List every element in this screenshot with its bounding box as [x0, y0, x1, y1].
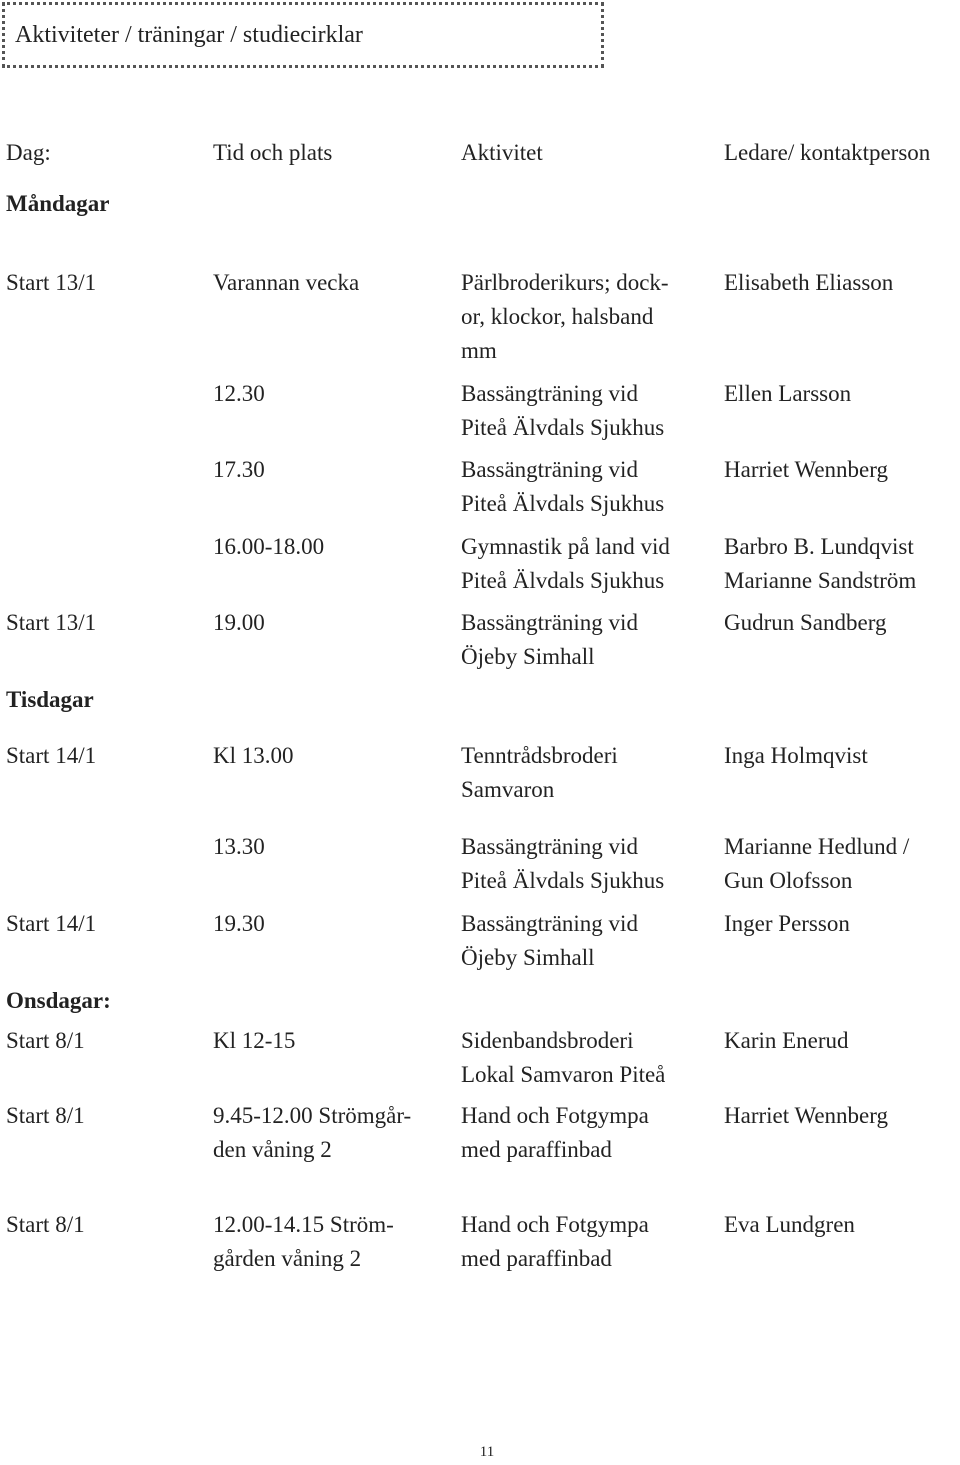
- row-leader: Harriet Wennberg: [724, 457, 888, 482]
- row-time: 9.45-12.00 Strömgår- den våning 2: [213, 1103, 412, 1162]
- row-activity: Hand och Fotgympa med paraffinbad: [461, 1103, 649, 1162]
- page-number: 11: [479, 1444, 495, 1460]
- row-start: Start 8/1: [6, 1028, 85, 1053]
- header-leader: Ledare/ kontaktperson: [724, 140, 931, 165]
- row-activity: Tenntrådsbroderi Samvaron: [461, 743, 618, 802]
- row-leader: Ellen Larsson: [724, 381, 852, 406]
- row-leader: Harriet Wennberg: [724, 1103, 888, 1128]
- row-time: 12.30: [213, 381, 265, 406]
- page-title: Aktiviteter / träningar / studiecirklar: [2, 2, 604, 68]
- row-leader: Eva Lundgren: [724, 1212, 855, 1237]
- row-activity: Sidenbandsbroderi Lokal Samvaron Piteå: [461, 1028, 666, 1087]
- row-time: 13.30: [213, 834, 265, 859]
- row-time: 19.30: [213, 911, 265, 936]
- header-time-place: Tid och plats: [213, 140, 333, 165]
- row-leader: Marianne Hedlund / Gun Olofsson: [724, 834, 910, 893]
- row-time: 12.00-14.15 Ström- gården våning 2: [213, 1212, 394, 1271]
- row-activity: Bassängträning vid Piteå Älvdals Sjukhus: [461, 834, 665, 893]
- row-leader: Inga Holmqvist: [724, 743, 868, 768]
- row-start: Start 13/1: [6, 270, 97, 295]
- row-activity: Bassängträning vid Piteå Älvdals Sjukhus: [461, 381, 665, 440]
- header-activity: Aktivitet: [461, 140, 543, 165]
- row-activity: Pärlbroderikurs; dock- or, klockor, halsband mm: [461, 270, 669, 363]
- row-time: 19.00: [213, 610, 265, 635]
- row-start: Start 8/1: [6, 1103, 85, 1128]
- row-leader: Elisabeth Eliasson: [724, 270, 894, 295]
- row-activity: Bassängträning vid Öjeby Simhall: [461, 610, 638, 669]
- row-start: Start 14/1: [6, 743, 97, 768]
- day-heading-tuesday: Tisdagar: [6, 687, 94, 712]
- row-time: Varannan vecka: [213, 270, 360, 295]
- row-start: Start 8/1: [6, 1212, 85, 1237]
- row-activity: Bassängträning vid Piteå Älvdals Sjukhus: [461, 457, 665, 516]
- row-time: Kl 12-15: [213, 1028, 296, 1053]
- row-leader: Karin Enerud: [724, 1028, 849, 1053]
- row-leader: Gudrun Sandberg: [724, 610, 887, 635]
- row-time: Kl 13.00: [213, 743, 294, 768]
- row-time: 16.00-18.00: [213, 534, 325, 559]
- day-heading-wednesday: Onsdagar:: [6, 988, 111, 1013]
- header-day: Dag:: [6, 140, 51, 165]
- row-start: Start 13/1: [6, 610, 97, 635]
- row-activity: Gymnastik på land vid Piteå Älvdals Sjukhus: [461, 534, 670, 593]
- row-activity: Hand och Fotgympa med paraffinbad: [461, 1212, 649, 1271]
- row-leader: Inger Persson: [724, 911, 850, 936]
- row-leader: Barbro B. Lundqvist Marianne Sandström: [724, 534, 917, 593]
- row-start: Start 14/1: [6, 911, 97, 936]
- day-heading-monday: Måndagar: [6, 191, 110, 216]
- row-time: 17.30: [213, 457, 265, 482]
- row-activity: Bassängträning vid Öjeby Simhall: [461, 911, 638, 970]
